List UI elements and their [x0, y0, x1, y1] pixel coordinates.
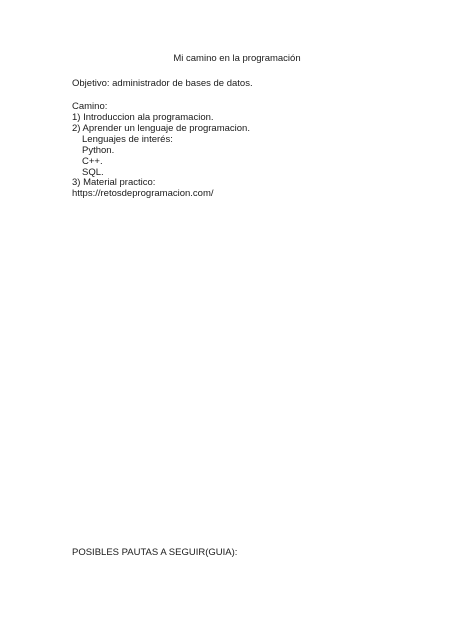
language-cpp: C++.	[82, 156, 103, 167]
guidelines-heading: POSIBLES PAUTAS A SEGUIR(GUIA):	[72, 547, 238, 558]
language-python: Python.	[82, 145, 115, 156]
step-2: 2) Aprender un lenguaje de programacion.	[72, 123, 250, 134]
material-link[interactable]: https://retosdeprogramacion.com/	[72, 188, 214, 199]
language-sql: SQL.	[82, 167, 104, 178]
objective-text: Objetivo: administrador de bases de datos.	[72, 78, 253, 89]
path-heading: Camino:	[72, 101, 108, 112]
languages-heading: Lenguajes de interés:	[82, 134, 173, 145]
step-1: 1) Introduccion ala programacion.	[72, 112, 214, 123]
document-title: Mi camino en la programación	[173, 53, 301, 64]
material-heading: 3) Material practico:	[72, 177, 156, 188]
